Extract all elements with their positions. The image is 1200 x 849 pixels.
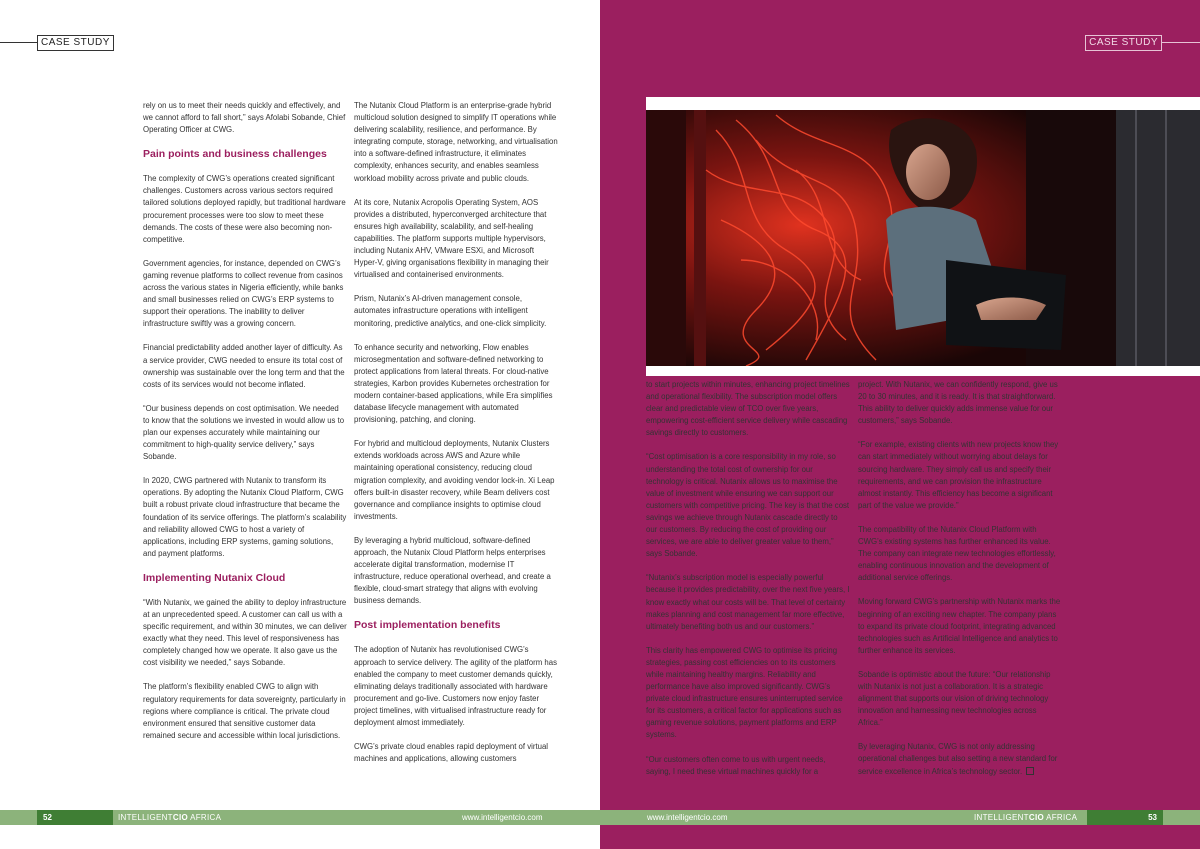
subheading-post-implementation: Post implementation benefits: [354, 619, 501, 632]
paragraph: to start projects within minutes, enhancing project timelines and operational flexibility. The subscription model offers clear and predictable view of TCO over five years, empowering cost-efficient service delivery while cascading savings directly to customers.: [646, 380, 850, 438]
column-2: [354, 100, 558, 777]
paragraph: project. With Nutanix, we can confidently respond, give us 20 to 30 minutes, and it is ready. It is that straightforward. This ability to deliver quickly adds immense value for our customers,” says Sobande.: [858, 380, 1058, 426]
paragraph: Prism, Nutanix’s AI-driven management console, automates infrastructure operations with intelligent monitoring, predictive analytics, and one-click simplicity.: [354, 294, 547, 328]
section-tag: CASE STUDY: [37, 35, 114, 51]
brand-text: INTELLIGENT: [118, 813, 173, 822]
paragraph: rely on us to meet their needs quickly and effectively, and we cannot afford to fall short,” says Afolabi Sobande, Chief Operating Officer at CWG.: [143, 101, 346, 135]
header-rule: [0, 42, 37, 43]
paragraph: “Nutanix’s subscription model is especially powerful because it provides predictability, over the next five years, I know exactly what our costs will be. That level of certainty makes planning and cost management far more effective, ultimately benefiting both us and our customers.”: [646, 573, 850, 631]
website-url-left[interactable]: www.intelligentcio.com: [462, 813, 543, 822]
paragraph: In 2020, CWG partnered with Nutanix to transform its operations. By adopting the Nutanix Cloud Platform, CWG built a robust private cloud infrastructure that became the foundation of its service offerings. The platform’s scalability and reliability allowed CWG to host a variety of applications, including ERP systems, gaming solutions, and payment platforms.: [143, 476, 347, 558]
paragraph: This clarity has empowered CWG to optimise its pricing strategies, passing cost efficiencies on to its customers while maintaining healthy margins. Reliability and performance have also improved significantly. CWG’s private cloud infrastructure ensures uninterrupted service for its customers, a critical factor for applications such as gaming revenue solutions, payment platforms and ERP systems.: [646, 645, 843, 740]
closing-paragraph: [858, 741, 1062, 777]
paragraph: “Our customers often come to us with urgent needs, saying, I need these virtual machines quickly for a: [646, 754, 826, 776]
column-4: [858, 379, 1062, 790]
paragraph: By leveraging a hybrid multicloud, software-defined approach, the Nutanix Cloud Platform helps enterprises accelerate digital transformation, modernise IT infrastructure, reduce operational overhead, and create a flexible, cloud-smart strategy that aligns with evolving business demands.: [354, 535, 551, 606]
website-url-right[interactable]: www.intelligentcio.com: [647, 813, 728, 822]
brand-text-bold: CIO: [172, 813, 188, 822]
column-1: [143, 100, 347, 754]
end-of-article-icon: [1026, 767, 1034, 775]
brand-text: INTELLIGENT: [974, 813, 1029, 822]
paragraph: At its core, Nutanix Acropolis Operating System, AOS provides a distributed, hyperconverged architecture that ensures high availability, scalability, and self-healing capabilities. The platform supports multiple hypervisors, including Nutanix AHV, VMware ESXi, and Microsoft Hyper-V, giving organisations flexibility in managing their virtualised and containerised environments.: [354, 197, 549, 280]
paragraph: The complexity of CWG’s operations created significant challenges. Customers across various sectors required tailored solutions deployed rapidly, but traditional hardware procurement processes were too slow to meet these demands. The costs of these were also becoming non-competitive.: [143, 174, 346, 244]
paragraph: “For example, existing clients with new projects know they can start immediately without worrying about delays for sourcing hardware. They simply call us and specify their requirements, and we can provision the infrastructure almost instantly. This efficiency has become a significant part of the value we provide.”: [858, 440, 1059, 510]
paragraph: The platform’s flexibility enabled CWG to align with regulatory requirements for data sovereignty, particularly in regions where compliance is critical. The private cloud environment ensured that sensitive customer data remained secure and accessible within local jurisdictions.: [143, 682, 346, 740]
paragraph: CWG’s private cloud enables rapid deployment of virtual machines and applications, allowing customers: [354, 742, 549, 764]
paragraph: “Cost optimisation is a core responsibility in my role, so understanding the total cost of ownership for our technology is critical. Nutanix allows us to maximise the value of investment while ensuring we can support our customers with competitive pricing. The key is that the cost savings we achieve through Nutanix cascade directly to our customers. By reducing the cost of providing our services, we are able to deliver greater value to them,” says Sobande.: [646, 452, 850, 559]
paragraph: “With Nutanix, we gained the ability to deploy infrastructure at an unprecedented speed. A customer can call us with a specific requirement, and within 30 minutes, we can deliver exactly what they need. This level of responsiveness has completely changed how we operate. It also gave us the cost visibility we needed,” says Sobande.: [143, 597, 347, 668]
paragraph: Moving forward CWG’s partnership with Nutanix marks the beginning of an exciting new chapter. The company plans to expand its private cloud footprint, integrating advanced technologies such as Artificial Intelligence and analytics to further enhance its services.: [858, 597, 1061, 655]
subheading-implementing: Implementing Nutanix Cloud: [143, 571, 286, 584]
paragraph: “Our business depends on cost optimisation. We needed to know that the solutions we invested in would allow us to plan our expenses accurately while maintaining our commitment to high-quality service delivery,” says Sobande.: [143, 403, 345, 462]
brand-logo-right: [974, 810, 1077, 825]
brand-logo-left: [118, 810, 221, 825]
column-3: [646, 379, 850, 790]
paragraph: The compatibility of the Nutanix Cloud Platform with CWG’s existing systems has further enhanced its value. The company can integrate new technologies effortlessly, enabling continuous innovation and the development of additional service offerings.: [858, 524, 1056, 583]
section-tag: CASE STUDY: [1085, 35, 1162, 51]
paragraph: Sobande is optimistic about the future: “Our relationship with Nutanix is not just a collaboration. It is a strategic alignment that supports our vision of driving technology innovation and harnessing new technologies across Africa.”: [858, 669, 1051, 728]
paragraph: Financial predictability added another layer of difficulty. As a service provider, CWG needed to ensure its total cost of ownership was sustainable over the long term and that the costs of its services would not become inflated.: [143, 343, 345, 389]
paragraph: To enhance security and networking, Flow enables microsegmentation and software-defined networking to protect applications from lateral threats. For cloud-native strategies, Karbon provides Kubernetes orchestration for modern container-based applications, while Era simplifies database lifecycle management with automated provisioning, patching, and cloning.: [354, 342, 553, 425]
header-rule: [1162, 42, 1200, 43]
page-number-left: 52: [37, 810, 113, 825]
page-number-right: 53: [1087, 810, 1163, 825]
brand-text: AFRICA: [188, 813, 222, 822]
paragraph-text: By leveraging Nutanix, CWG is not only addressing operational challenges but also setting a new standard for service excellence in Africa’s technology sector.: [858, 742, 1058, 776]
brand-text-bold: CIO: [1028, 813, 1044, 822]
paragraph: Government agencies, for instance, depended on CWG’s gaming revenue platforms to collect revenue from casinos across the various states in Nigeria efficiently, while banks and small businesses relied on CWG’s ERP systems to support their operations. The inability to deliver infrastructure swiftly was a growing concern.: [143, 258, 344, 329]
paragraph: The adoption of Nutanix has revolutionised CWG’s approach to service delivery. The agility of the platform has enabled the company to meet customer demands quickly, eliminating delays traditionally associated with hardware procurement and go-live. Customers now enjoy faster project timelines, with virtualised infrastructure ready for deployment almost immediately.: [354, 645, 557, 728]
paragraph: The Nutanix Cloud Platform is an enterprise-grade hybrid multicloud solution designed to simplify IT operations while delivering scalability, resilience, and performance. By integrating compute, storage, networking, and virtualisation into a software-defined infrastructure, it eliminates complexity, enhances security, and enables seamless workload mobility across private and public clouds.: [354, 101, 558, 183]
server-room-photo: [646, 110, 1200, 366]
paragraph: For hybrid and multicloud deployments, Nutanix Clusters extends workloads across AWS and Azure while maintaining operational consistency, reducing cloud migration complexity, and avoiding vendor lock-in. Xi Leap offers built-in disaster recovery, while Beam delivers cost governance and compliance insights to optimise cloud investments.: [354, 439, 555, 521]
subheading-pain-points: Pain points and business challenges: [143, 148, 327, 161]
brand-text: AFRICA: [1044, 813, 1078, 822]
